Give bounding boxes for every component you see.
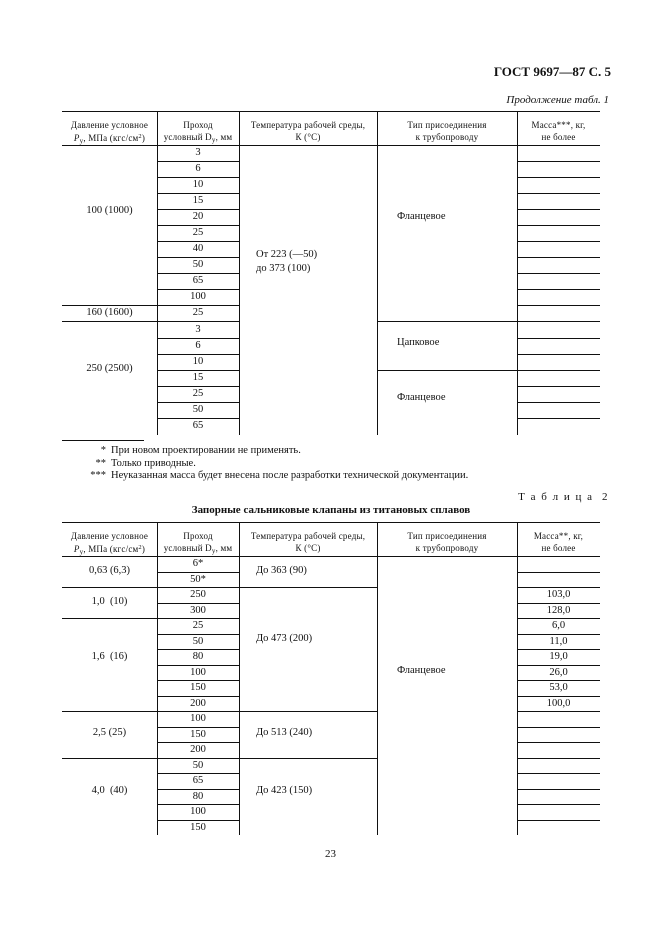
mass-column-header: Масса**, кг, не более <box>533 531 584 553</box>
t1-bore-cell: 3 <box>195 147 201 158</box>
t1-bore-cell: 15 <box>192 372 204 383</box>
footnote-text: Только приводные. <box>111 458 196 469</box>
t2-bore-cell: 50 <box>192 760 204 771</box>
t1-bore-cell: 40 <box>192 243 204 254</box>
t1-bore-cell: 50 <box>192 404 204 415</box>
t2-pressure-cell: 1,0 (10) <box>91 596 128 607</box>
t1-bore-cell: 15 <box>192 195 204 206</box>
footnote-text: При новом проектировании не применять. <box>111 445 301 456</box>
t2-mass-cell: 103,0 <box>546 589 571 600</box>
footnote-separator <box>62 440 144 441</box>
t2-temperature-cell: До 423 (150) <box>256 785 313 796</box>
t2-bore-cell: 300 <box>190 605 206 616</box>
pressure-column-header: Давление условное $P_y$, МПа $(кгс/см^2)$ <box>70 531 149 556</box>
t1-bore-cell: 6 <box>195 340 201 351</box>
t1-bore-cell: 6 <box>195 163 201 174</box>
bore-column-header: Проход условный $D_y$, мм <box>163 531 233 555</box>
t2-bore-cell: 80 <box>192 651 204 662</box>
t2-bore-cell: 100 <box>190 806 206 817</box>
t2-bore-cell: 25 <box>192 620 204 631</box>
t2-mass-cell: 19,0 <box>549 651 568 662</box>
table-2-title: Запорные сальниковые клапаны из титановых сплавов <box>191 504 471 516</box>
t1-bore-cell: 20 <box>192 211 204 222</box>
t2-mass-cell: 128,0 <box>546 605 571 616</box>
table-2-label: Т а б л и ц а 2 <box>518 491 609 503</box>
pressure-column-header: Давление условное $P_y$, МПа $(кгс/см^2)$ <box>70 120 149 145</box>
t2-bore-cell: 150 <box>190 682 206 693</box>
t1-bore-cell: 25 <box>192 227 204 238</box>
t1-bore-cell: 65 <box>192 420 204 431</box>
t2-pressure-cell: 0,63 (6,3) <box>88 565 131 576</box>
temperature-column-header: Температура рабочей среды, К (°С) <box>250 120 366 142</box>
t2-temperature-cell: До 473 (200) <box>256 633 313 644</box>
footnote-mark: *** <box>90 470 106 481</box>
t2-pressure-cell: 4,0 (40) <box>91 785 128 796</box>
t1-bore-cell: 3 <box>195 324 201 335</box>
t1-temperature-cell: От 223 (—50) до 373 (100) <box>256 249 318 274</box>
t2-bore-cell: 200 <box>190 744 206 755</box>
t2-bore-cell: 100 <box>190 713 206 724</box>
t2-bore-cell: 200 <box>190 698 206 709</box>
t2-bore-cell: 50* <box>190 574 206 585</box>
t2-temperature-cell: До 363 (90) <box>256 565 307 576</box>
t2-connection-cell: Фланцевое <box>397 665 446 676</box>
t1-connection-cell: Фланцевое <box>397 211 446 222</box>
t2-mass-cell: 6,0 <box>551 620 566 631</box>
connection-column-header: Тип присоединения к трубопроводу <box>407 531 487 553</box>
t2-mass-cell: 11,0 <box>549 636 568 647</box>
t2-bore-cell: 6* <box>192 558 204 569</box>
t1-bore-cell: 65 <box>192 275 204 286</box>
t2-mass-cell: 100,0 <box>546 698 571 709</box>
t2-mass-cell: 53,0 <box>549 682 568 693</box>
t2-bore-cell: 80 <box>192 791 204 802</box>
t1-bore-cell: 25 <box>192 307 204 318</box>
t2-bore-cell: 50 <box>192 636 204 647</box>
t2-pressure-cell: 1,6 (16) <box>91 651 128 662</box>
t1-connection-cell: Цапковое <box>397 337 440 348</box>
t2-bore-cell: 65 <box>192 775 204 786</box>
t2-pressure-cell: 2,5 (25) <box>92 727 127 738</box>
connection-column-header: Тип присоединения к трубопроводу <box>407 120 487 142</box>
mass-column-header: Масса***, кг, не более <box>531 120 586 142</box>
t2-temperature-cell: До 513 (240) <box>256 727 313 738</box>
t2-mass-cell: 26,0 <box>549 667 568 678</box>
temperature-column-header: Температура рабочей среды, К (°С) <box>250 531 366 553</box>
t2-bore-cell: 150 <box>190 729 206 740</box>
t1-bore-cell: 25 <box>192 388 204 399</box>
t1-bore-cell: 10 <box>192 179 204 190</box>
t1-connection-cell: Фланцевое <box>397 392 446 403</box>
t2-bore-cell: 150 <box>190 822 206 833</box>
bore-column-header: Проход условный $D_y$, мм <box>163 120 233 144</box>
footnote-mark: * <box>100 445 106 456</box>
page-number: 23 <box>325 848 336 860</box>
t1-bore-cell: 100 <box>190 291 206 302</box>
t1-bore-cell: 10 <box>192 356 204 367</box>
t1-pressure-cell: 250 (2500) <box>86 363 133 374</box>
t2-bore-cell: 100 <box>190 667 206 678</box>
footnote-text: Неуказанная масса будет внесена после разработки технической документации. <box>111 470 469 481</box>
document-header: ГОСТ 9697—87 С. 5 <box>493 64 611 79</box>
t2-bore-cell: 250 <box>190 589 206 600</box>
t1-pressure-cell: 100 (1000) <box>86 205 133 216</box>
t1-bore-cell: 50 <box>192 259 204 270</box>
t1-pressure-cell: 160 (1600) <box>86 307 133 318</box>
footnote-mark: ** <box>95 458 106 469</box>
table-continuation-label: Продолжение табл. 1 <box>506 94 609 106</box>
